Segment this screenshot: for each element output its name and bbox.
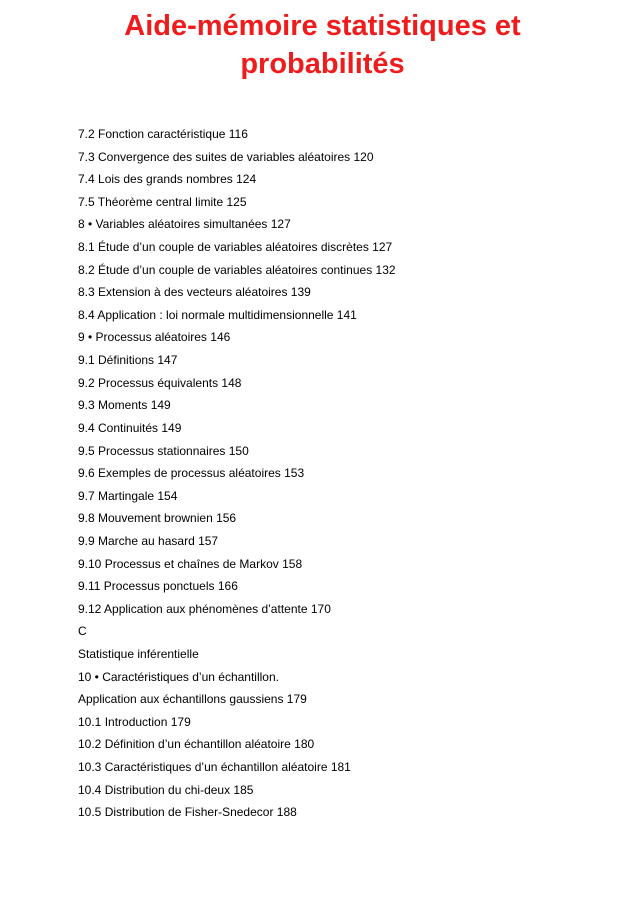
- toc-line: 8.4 Application : loi normale multidimensionnelle 141: [78, 307, 357, 322]
- toc-line: 9.2 Processus équivalents 148: [78, 375, 242, 390]
- toc-line: 10.4 Distribution du chi-deux 185: [78, 782, 254, 797]
- toc-line: 9.3 Moments 149: [78, 398, 171, 413]
- toc-line: 10.1 Introduction 179: [78, 714, 191, 729]
- toc-line: 8.3 Extension à des vecteurs aléatoires 139: [78, 285, 311, 300]
- toc-line: 8 • Variables aléatoires simultanées 127: [78, 217, 291, 232]
- toc-line: 10.3 Caractéristiques d’un échantillon aléatoire 181: [78, 760, 351, 775]
- toc-line: C: [78, 624, 87, 639]
- page-title: Aide-mémoire statistiques et probabilités: [124, 10, 521, 80]
- toc-line: 9.12 Application aux phénomènes d’attente 170: [78, 601, 331, 616]
- toc-line: Application aux échantillons gaussiens 179: [78, 692, 307, 707]
- toc-line: 9.10 Processus et chaînes de Markov 158: [78, 556, 303, 571]
- table-of-contents: [78, 126, 396, 827]
- toc-line: 9 • Processus aléatoires 146: [78, 330, 231, 345]
- toc-line: 8.2 Étude d’un couple de variables aléatoires continues 132: [78, 262, 396, 277]
- toc-line: 9.9 Marche au hasard 157: [78, 533, 219, 548]
- toc-line: 10.2 Définition d’un échantillon aléatoire 180: [78, 737, 315, 752]
- toc-line: 9.8 Mouvement brownien 156: [78, 511, 237, 526]
- toc-line: 9.5 Processus stationnaires 150: [78, 443, 249, 458]
- toc-line: 7.2 Fonction caractéristique 116: [78, 127, 248, 141]
- toc-line: 10.5 Distribution de Fisher-Snedecor 188: [78, 805, 297, 820]
- toc-line: 7.5 Théorème central limite 125: [78, 194, 247, 209]
- toc-line: 9.6 Exemples de processus aléatoires 153: [78, 466, 305, 481]
- toc-line: 9.7 Martingale 154: [78, 488, 178, 503]
- toc-line: 9.1 Définitions 147: [78, 353, 178, 368]
- toc-line: 7.3 Convergence des suites de variables aléatoires 120: [78, 149, 374, 164]
- toc-line: 8.1 Étude d’un couple de variables aléatoires discrètes 127: [78, 240, 393, 255]
- toc-line: Statistique inférentielle: [78, 647, 199, 662]
- toc-line: 10 • Caractéristiques d’un échantillon.: [78, 669, 279, 684]
- toc-line: 7.4 Lois des grands nombres 124: [78, 172, 257, 187]
- toc-line: 9.11 Processus ponctuels 166: [78, 579, 238, 594]
- toc-line: 9.4 Continuités 149: [78, 420, 182, 435]
